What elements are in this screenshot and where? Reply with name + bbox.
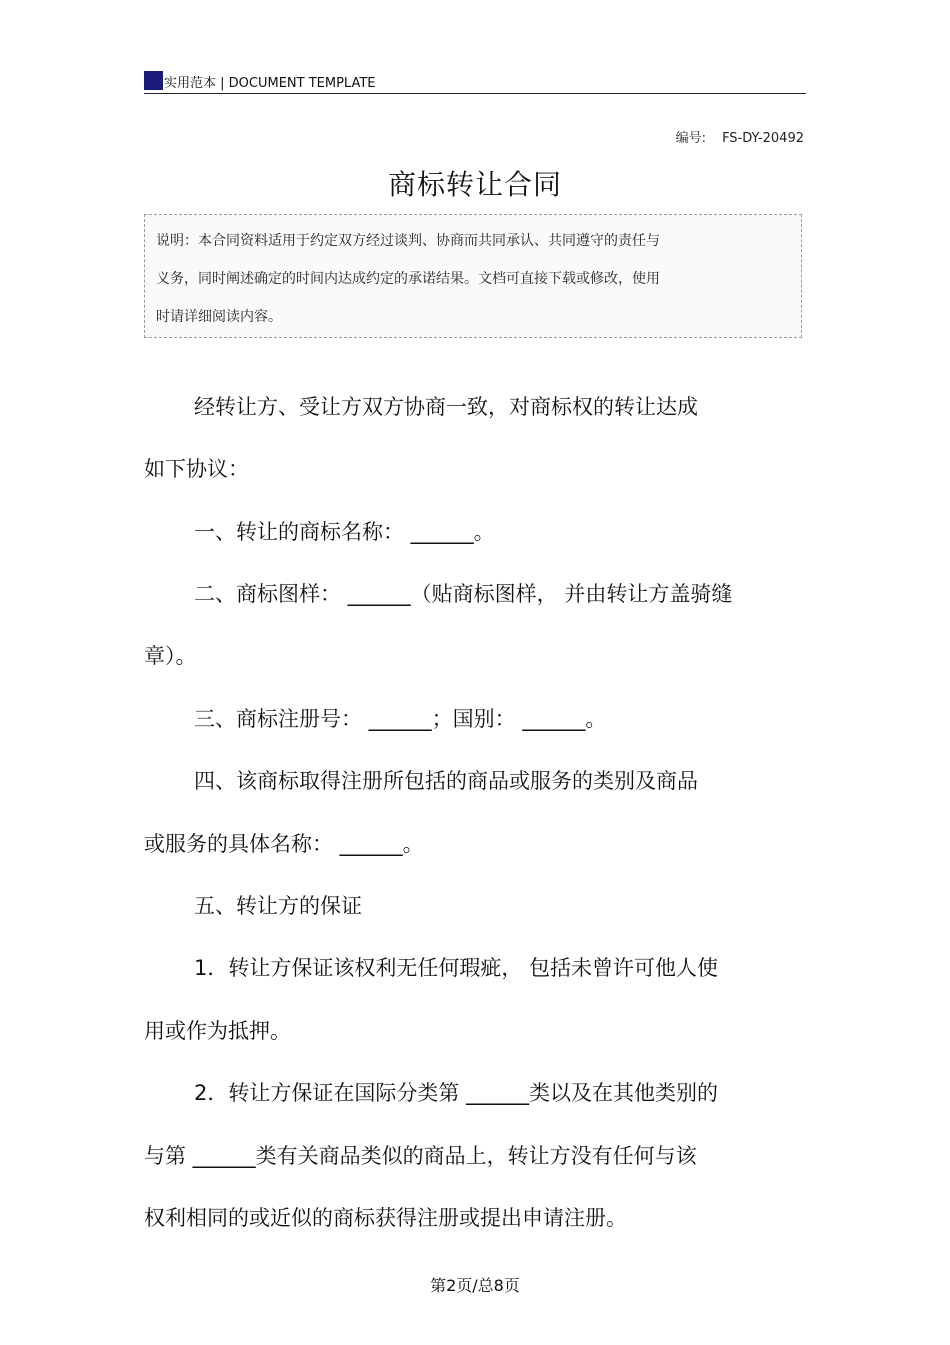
document-header xyxy=(144,68,806,94)
description-line: 说明：本合同资料适用于约定双方经过谈判、协商而共同承认、共同遵守的责任与 xyxy=(156,233,660,249)
guarantee-item-1: 1．转让方保证该权利无任何瑕疵， 包括未曾许可他人使 xyxy=(194,956,719,980)
body-paragraph-line: 与第 ______类有关商品类似的商品上，转让方没有任何与该 xyxy=(144,1144,697,1168)
description-line: 时请详细阅读内容。 xyxy=(156,309,282,325)
clause-transferor-guarantee: 五、转让方的保证 xyxy=(194,894,362,918)
body-paragraph-line: 如下协议： xyxy=(144,457,249,481)
body-paragraph-line: 权利相同的或近似的商标获得注册或提出申请注册。 xyxy=(144,1206,627,1230)
document-number-value: FS-DY-20492 xyxy=(722,131,804,146)
document-number xyxy=(676,127,804,146)
body-paragraph-line: 章）。 xyxy=(144,644,197,668)
guarantee-item-2: 2．转让方保证在国际分类第 ______类以及在其他类别的 xyxy=(194,1081,719,1105)
description-box xyxy=(144,214,802,338)
body-paragraph-line: 经转让方、受让方双方协商一致，对商标权的转让达成 xyxy=(194,395,698,419)
body-paragraph-line: 或服务的具体名称： ______。 xyxy=(144,832,424,856)
clause-trademark-name: 一、转让的商标名称： ______。 xyxy=(194,520,495,544)
clause-goods-services: 四、该商标取得注册所包括的商品或服务的类别及商品 xyxy=(194,769,698,793)
page-indicator: 第2页/总8页 xyxy=(430,1276,520,1295)
document-number-label: 编号: xyxy=(675,131,707,146)
header-title: 实用范本 | DOCUMENT TEMPLATE xyxy=(164,76,376,91)
body-paragraph-line: 用或作为抵押。 xyxy=(144,1019,291,1043)
clause-trademark-design: 二、商标图样： ______（贴商标图样， 并由转让方盖骑缝 xyxy=(194,582,733,606)
logo-square-icon xyxy=(144,71,163,90)
page-title: 商标转让合同 xyxy=(387,168,562,201)
description-line: 义务，同时阐述确定的时间内达成约定的承诺结果。文档可直接下载或修改，使用 xyxy=(156,271,660,287)
clause-registration-number: 三、商标注册号： ______；国别： ______。 xyxy=(194,707,607,731)
